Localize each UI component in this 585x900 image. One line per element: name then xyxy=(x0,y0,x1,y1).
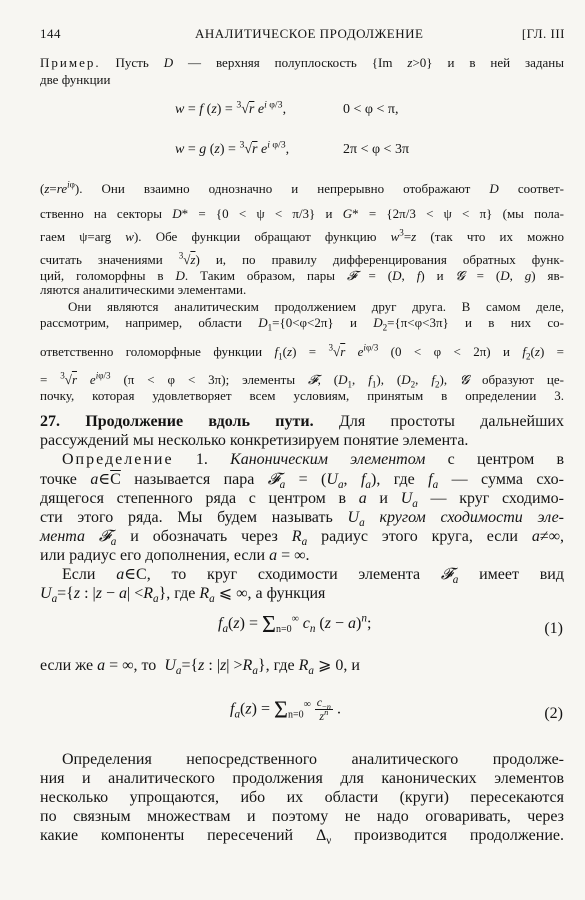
example-line-12: = $^3$√r $e^{i\varphi/3}$ (π < φ < 3π); элементы 𝓕, ($D_1$, $f_1$), ($D_2$, $f_2$), 𝓖 образуют це- xyxy=(40,370,564,390)
example-line-4: ственно на секторы D* = {0 < ψ < π/3} и G* = {2π/3 < ψ < π} (мы пола- xyxy=(40,206,565,221)
section-intro-a: Для простоты дальнейших xyxy=(338,413,564,430)
equation-1: $f_a(z) = \Sigma_{n=0}^\infty$ $c_n$ $(z - a)^n$; xyxy=(218,612,372,638)
paragraph-4-line-2: ния и аналитического продолжения для канонических элементов xyxy=(40,770,564,787)
example-line-8: ляются аналитическими элементами. xyxy=(40,282,247,297)
definition-line-2: точке $a\in\overline{C}$ называется пара 𝓕$_a$ = ($U_a$, $f_a$), где $f_a$ — сумма схо- xyxy=(40,471,565,492)
equation-f: w = f (z) = $^3$√r $e^{i \varphi/3}$, xyxy=(175,99,287,117)
section-intro-b: рассуждений мы несколько конкретизируем понятие элемента. xyxy=(40,432,469,449)
example-line-13: почку, которая удовлетворяет всем условиям, принятым в определении 3. xyxy=(40,388,564,403)
equation-2-number: (2) xyxy=(544,705,563,722)
page-number: 144 xyxy=(40,26,61,41)
paragraph-4-line-4: по связным множествам и поэтому не надо оговаривать, через xyxy=(40,808,564,825)
paragraph-3: если же a = ∞, то $U_a=\{z$ : $|z| >R_a$}, где $R_a$ ⩾ 0, и xyxy=(40,657,360,678)
paragraph-4-line-5: какие компоненты пересечений $\Delta_\nu$ производится продолжение. xyxy=(40,827,564,848)
equation-1-number: (1) xyxy=(544,620,563,637)
definition-line-4: сти этого ряда. Мы будем называть $U_a$ кругом сходимости эле- xyxy=(40,509,565,530)
equation-g: w = g (z) = $^3$√r $e^{i \varphi/3}$, xyxy=(175,139,290,157)
example-line-9: Они являются аналитическим продолжением друг друга. В самом деле, xyxy=(68,299,564,314)
paragraph-4-line-3: несколько упрощаются, ибо их области (круги) пересекаются xyxy=(40,789,564,806)
example-line-7: ций, голоморфны в D. Таким образом, пары 𝓕 = (D, f) и 𝓖 = (D, g) яв- xyxy=(40,268,564,283)
example-line-3: $(z=re^{i\varphi})$. Они взаимно однозначно и непрерывно отображают D соответ- xyxy=(40,179,564,196)
paragraph-2-line-1: Если a∈C, то круг сходимости элемента 𝓕$_a$ имеет вид xyxy=(62,566,565,587)
example-line-11: ответственно голоморфные функции $f_1(z) = ^3√r$ $e^{i\varphi/3}$ (0 < φ < 2π) и $f_2(z)$ = xyxy=(40,342,564,362)
example-line-5: гаем ψ=arg w). Обе функции обращают функцию $w^3=z$ (так что их можно xyxy=(40,227,565,244)
example-line-6: считать значениями $^3$√z) и, по правилу дифференцирования обратных функ- xyxy=(40,250,564,267)
running-title: АНАЛИТИЧЕСКОЕ ПРОДОЛЖЕНИЕ xyxy=(195,26,424,41)
example-line-1: Пример. Пусть D — верхняя полуплоскость {Im z>0} и в ней заданы xyxy=(40,55,564,70)
section-heading: 27. Продолжение вдоль пути. xyxy=(40,413,314,430)
definition-line-5: мента 𝓕$_a$ и обозначать через $R_a$ радиус этого круга, если a≠∞, xyxy=(40,528,565,549)
definition-line-1: Определение 1. Каноническим элементом с центром в xyxy=(62,451,565,468)
paragraph-4-line-1: Определения непосредственного аналитического продолже- xyxy=(62,751,564,768)
chapter-ref: [ГЛ. III xyxy=(521,26,565,41)
equation-2: $f_a(z) = \Sigma_{n=0}^\infty$ $\frac{c_{-n}}{z^n}$ . xyxy=(230,695,341,724)
section-heading-line xyxy=(40,414,564,430)
equation-f-condition: 0 < φ < π, xyxy=(343,102,399,117)
example-line-2: две функции xyxy=(40,72,111,87)
equation-g-condition: 2π < φ < 3π xyxy=(343,142,410,157)
definition-line-6: или радиус его дополнения, если a = ∞. xyxy=(40,547,310,564)
example-line-10: рассмотрим, например, области $D_1=\{0<\varphi<2\pi\}$ и $D_2=\{\pi<\varphi<3\pi\}$ и в них со- xyxy=(40,315,565,333)
definition-line-3: дящегося степенного ряда с центром в a и $U_a$ — круг сходимо- xyxy=(40,490,565,511)
paragraph-2-line-2: $U_a=\{z$ : $|z - a| <R_a$}, где $R_a$ ⩽ ∞, а функция xyxy=(40,585,326,606)
